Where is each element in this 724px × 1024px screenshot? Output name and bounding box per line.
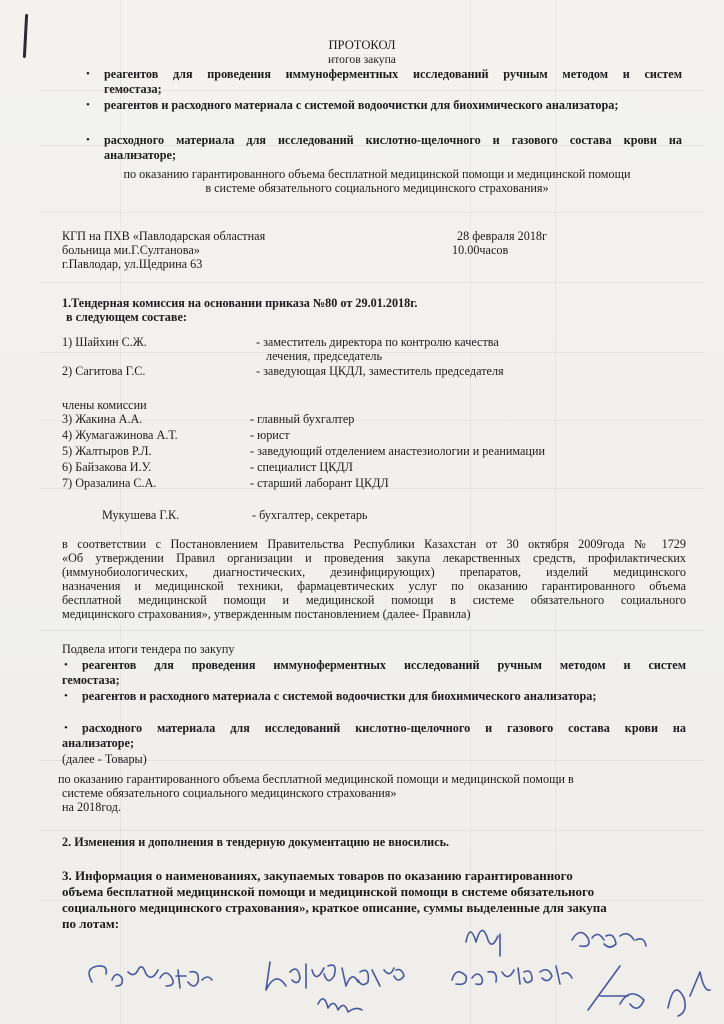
summary-year: на 2018год. <box>62 800 122 814</box>
legal-line-4: назначения и медицинской техники, фармацевтических услуг по оказанию гарантированного объема <box>62 579 686 593</box>
member-name-2: 2) Сагитова Г.С. <box>62 364 146 378</box>
header-item-3-line2: анализаторе; <box>104 148 177 162</box>
section1-subtitle: в следующем составе: <box>66 310 187 324</box>
signature-2 <box>266 962 404 990</box>
member-role-6: - специалист ЦКДЛ <box>250 460 353 474</box>
summary-footer-line1: по оказанию гарантированного объема бесплатной медицинской помощи и медицинской помощи в <box>58 772 574 786</box>
signature-2b <box>318 999 362 1012</box>
protocol-date: 28 февраля 2018г <box>457 229 548 243</box>
signatures-area <box>0 900 724 1024</box>
section3-line-3: социального медицинского страхования», краткое описание, суммы выделенные для закупа <box>62 900 607 915</box>
signature-3 <box>452 966 572 984</box>
member-name-6: 6) Байзакова И.У. <box>62 460 152 474</box>
secretary-name: Мукушева Г.К. <box>102 508 180 522</box>
signature-7 <box>466 930 500 956</box>
bleed-line <box>40 830 704 831</box>
header-footer-line1: по оказанию гарантированного объема бесплатной медицинской помощи и медицинской помощи <box>123 167 631 181</box>
member-role-2: - заведующая ЦКДЛ, заместитель председателя <box>256 364 504 378</box>
document-title: ПРОТОКОЛ <box>328 38 396 52</box>
document-subtitle: итогов закупа <box>328 53 396 66</box>
signature-5 <box>588 966 644 1010</box>
member-role-4: - юрист <box>250 428 290 442</box>
member-role-1-cont: лечения, председатель <box>266 349 383 363</box>
section3-line-4: по лотам: <box>62 916 120 931</box>
legal-line-2: «Об утверждении Правил организации и проведения закупа лекарственных средств, профилактических <box>62 551 686 565</box>
secretary-role: - бухгалтер, секретарь <box>252 508 368 522</box>
summary-item-2: реагентов и расходного материала с системой водоочистки для биохимического анализатора; <box>82 689 597 703</box>
bleed-line <box>40 630 704 631</box>
member-role-1: - заместитель директора по контролю качества <box>256 335 499 349</box>
summary-intro: Подвела итоги тендера по закупу <box>62 642 235 656</box>
legal-line-5: бесплатной медицинской помощи и медицинской помощи в системе обязательного социального <box>62 593 686 607</box>
summary-footer-line2: системе обязательного социального медицинского страхования» <box>62 786 397 800</box>
section3-line-2: объема бесплатной медицинской помощи и медицинской помощи в системе обязательного <box>62 884 595 899</box>
signature-6 <box>668 972 710 1016</box>
bullet-icon: • <box>64 722 68 734</box>
header-footer-line2: в системе обязательного социального медицинского страхования» <box>205 181 549 195</box>
header-item-2: реагентов и расходного материала с системой водоочистки для биохимического анализатора; <box>104 98 619 112</box>
summary-item-1-line1: реагентов для проведения иммуноферментных исследований ручным методом и систем <box>82 658 686 672</box>
member-role-3: - главный бухгалтер <box>250 412 355 426</box>
header-item-3-line1: расходного материала для исследований кислотно-щелочного и газового состава крови на <box>104 133 682 147</box>
legal-line-6: медицинского страхования», утвержденным постановлением (далее- Правила) <box>62 607 471 621</box>
protocol-time: 10.00часов <box>452 243 509 257</box>
summary-item-1-line2: гемостаза; <box>62 673 120 687</box>
bullet-icon: • <box>86 68 90 80</box>
bleed-line <box>40 212 704 213</box>
summary-item-3-line2: анализаторе; <box>62 736 135 750</box>
member-name-7: 7) Оразалина С.А. <box>62 476 157 490</box>
bullet-icon: • <box>64 659 68 671</box>
member-name-3: 3) Жакина А.А. <box>62 412 143 426</box>
bullet-icon: • <box>86 134 90 146</box>
member-role-5: - заведующий отделением анастезиологии и реанимации <box>250 444 545 458</box>
signature-1 <box>89 966 212 988</box>
legal-line-3: (иммунобиологических, диагностических, дезинфицирующих) препаратов, изделий медицинского <box>62 565 686 579</box>
section1-title: 1.Тендерная комиссия на основании приказа №80 от 29.01.2018г. <box>62 296 418 310</box>
member-name-5: 5) Жалтыров Р.Л. <box>62 444 152 458</box>
member-role-7: - старший лаборант ЦКДЛ <box>250 476 389 490</box>
summary-note: (далее - Товары) <box>62 752 147 766</box>
bleed-line <box>40 282 704 283</box>
org-line3: г.Павлодар, ул.Щедрина 63 <box>62 257 203 271</box>
bullet-icon: • <box>64 690 68 702</box>
section2-title: 2. Изменения и дополнения в тендерную документацию не вносились. <box>62 835 450 849</box>
org-line2: больница ми.Г.Султанова» <box>62 243 200 257</box>
members-label: члены комиссии <box>62 398 147 412</box>
summary-item-3-line1: расходного материала для исследований кислотно-щелочного и газового состава крови на <box>82 721 686 735</box>
member-name-1: 1) Шайхин С.Ж. <box>62 335 147 349</box>
member-name-4: 4) Жумагажинова А.Т. <box>62 428 178 442</box>
section3-line-1: 3. Информация о наименованиях, закупаемых товаров по оказанию гарантированного <box>62 868 573 883</box>
header-item-1-line2: гемостаза; <box>104 82 162 96</box>
header-item-1-line1: реагентов для проведения иммуноферментных исследований ручным методом и систем <box>104 67 682 81</box>
org-line1: КГП на ПХВ «Павлодарская областная <box>62 229 266 243</box>
bullet-icon: • <box>86 99 90 111</box>
legal-line-1: в соответствии с Постановлением Правительства Республики Казахстан от 30 октября 2009года № 1729 <box>62 537 686 551</box>
signature-4 <box>572 932 646 947</box>
